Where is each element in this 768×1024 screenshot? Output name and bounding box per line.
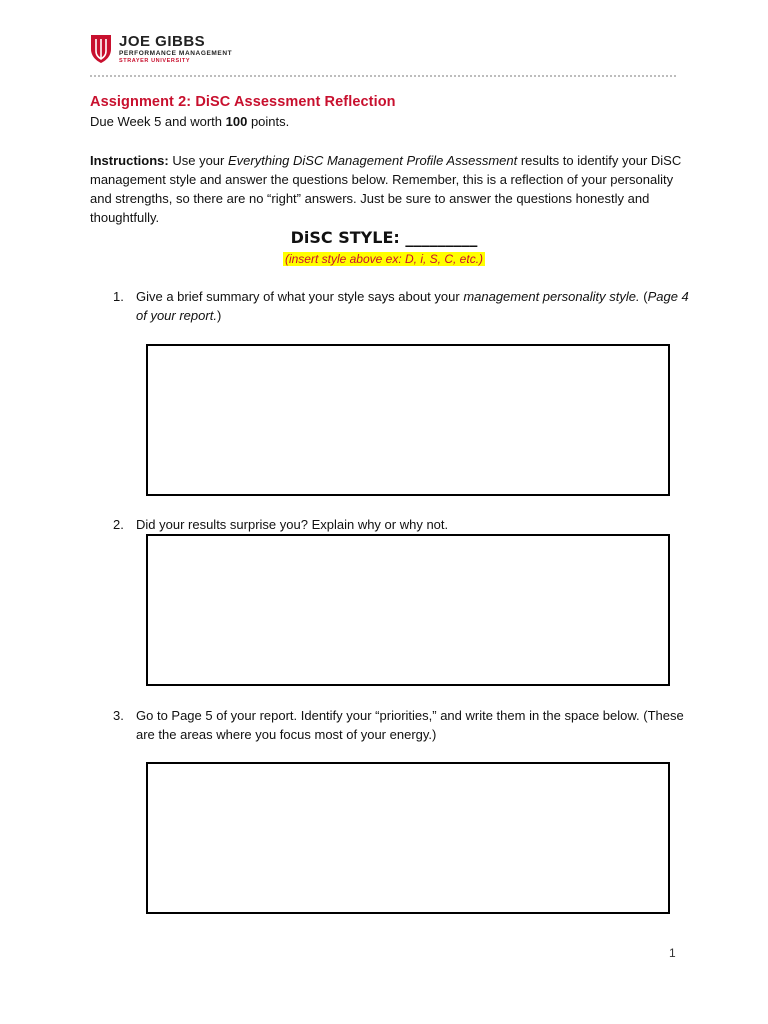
- answer-box-3[interactable]: [146, 762, 670, 914]
- logo-title: JOE GIBBS: [119, 32, 206, 50]
- question-1-text-2: (: [639, 289, 648, 304]
- joe-gibbs-logo: [90, 33, 232, 65]
- answer-box-1[interactable]: [146, 344, 670, 496]
- assignment-title: Assignment 2: DiSC Assessment Reflection: [90, 94, 396, 110]
- instructions-text-2: results to identify your DiSC management style and answer the questions below. Remember, this is a reflection of your personality and strengths, so there are no “right” answers. Just be sure to answer the questions honestly and thoughtfully.: [90, 153, 682, 225]
- assessment-name: Everything DiSC Management Profile Assessment: [227, 153, 518, 168]
- question-1-text-1: Give a brief summary of what your style says about your: [136, 289, 464, 304]
- instructions-paragraph: [90, 151, 686, 227]
- due-points: 100: [225, 114, 248, 129]
- instructions-label: Instructions:: [90, 153, 169, 168]
- header-divider: [90, 75, 676, 77]
- answer-box-2[interactable]: [146, 534, 670, 686]
- logo-subtitle: PERFORMANCE MANAGEMENT: [119, 49, 233, 57]
- question-number: 3.: [113, 708, 124, 723]
- question-number: 1.: [113, 289, 124, 304]
- question-text: [136, 287, 696, 325]
- due-prefix: Due Week 5 and worth: [90, 114, 226, 129]
- disc-style-hint: (insert style above ex: D, i, S, C, etc.): [284, 252, 484, 266]
- logo-university: STRAYER UNIVERSITY: [119, 58, 191, 64]
- shield-icon: [90, 34, 112, 64]
- question-1-italic-1: management personality style.: [463, 289, 640, 304]
- question-1-italic-2: Page 4 of your report.: [136, 289, 689, 323]
- instructions-text-1: Use your: [168, 153, 228, 168]
- due-suffix: points.: [247, 114, 290, 129]
- question-text: Go to Page 5 of your report. Identify your “priorities,” and write them in the space below. (These are the areas where you focus most of your energy.): [136, 708, 684, 742]
- question-number: 2.: [113, 517, 124, 532]
- question-1-text-3: ): [216, 308, 222, 323]
- question-text: Did your results surprise you? Explain why or why not.: [136, 517, 449, 532]
- disc-style-hint-wrap: [0, 250, 768, 268]
- disc-style-field: DiSC STYLE: _________: [290, 228, 478, 247]
- due-line: [90, 114, 289, 129]
- page-number: 1: [669, 946, 676, 960]
